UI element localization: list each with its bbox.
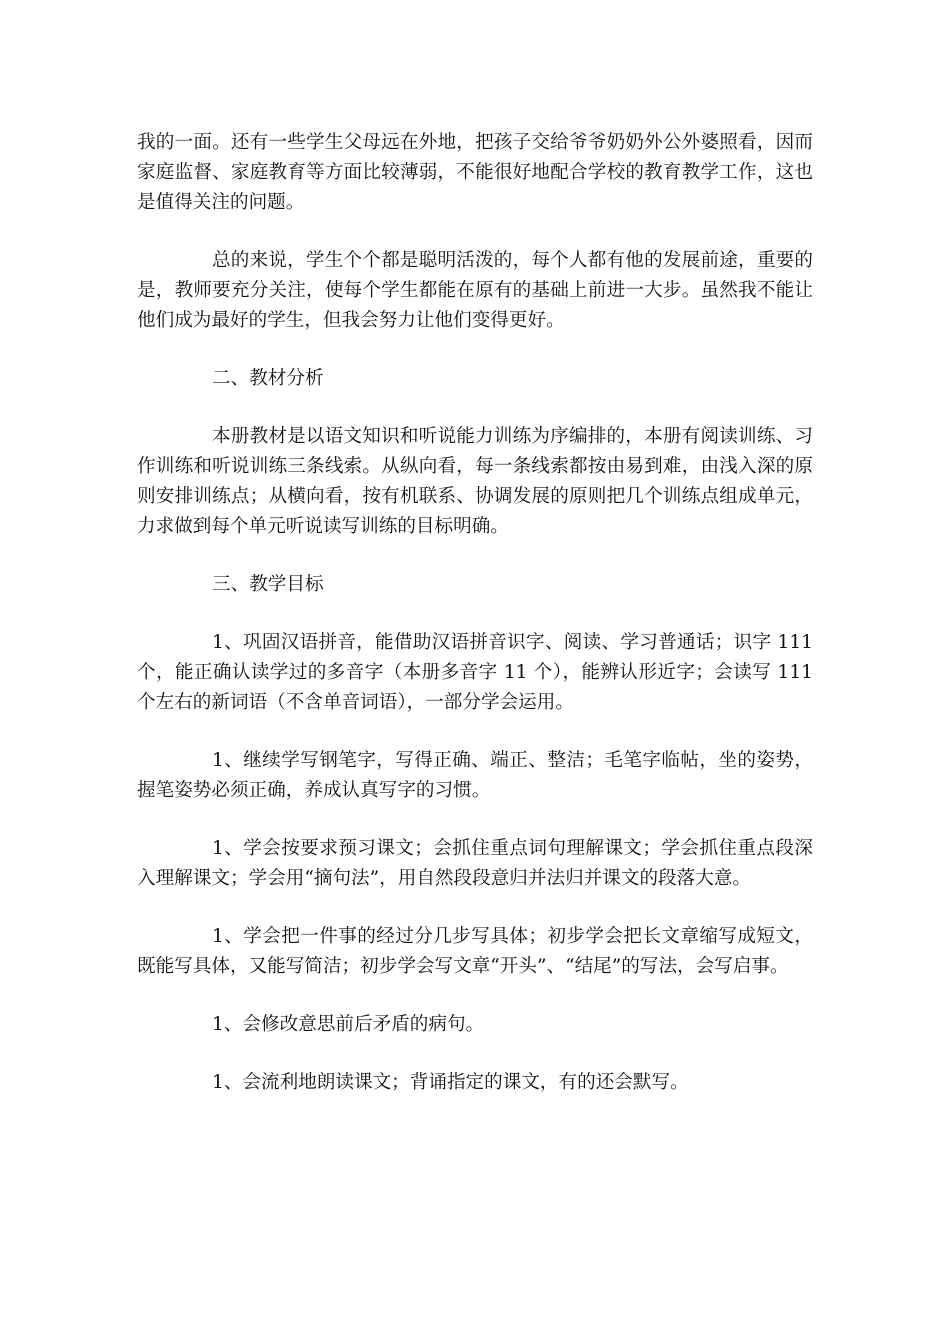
goal-item-sentence-correction: 1、会修改意思前后矛盾的病句。 [212, 1014, 485, 1035]
goal-item-reading: 1、学会按要求预习课文；会抓住重点词句理解课文；学会抓住重点段深入理解课文；学会用“摘句法”，用自然段段意归并法归并课文的段落大意。 [137, 838, 813, 889]
paragraph-summary: 总的来说，学生个个都是聪明活泼的，每个人都有他的发展前途，重要的是，教师要充分关注，使每个学生都能在原有的基础上前进一大步。虽然我不能让他们成为最好的学生，但我会努力让他们变得更好。 [137, 250, 813, 331]
goal-item-recitation: 1、会流利地朗读课文；背诵指定的课文，有的还会默写。 [212, 1072, 689, 1093]
paragraph-intro-continued: 我的一面。还有一些学生父母远在外地，把孩子交给爷爷奶奶外公外婆照看，因而家庭监督、家庭教育等方面比较薄弱，不能很好地配合学校的教育教学工作，这也是值得关注的问题。 [137, 132, 813, 213]
section-heading-textbook-analysis: 二、教材分析 [212, 368, 324, 389]
section-heading-teaching-goals: 三、教学目标 [212, 574, 324, 595]
paragraph-textbook-analysis: 本册教材是以语文知识和听说能力训练为序编排的，本册有阅读训练、习作训练和听说训练三条线索。从纵向看，每一条线索都按由易到难，由浅入深的原则安排训练点；从横向看，按有机联系、协调发展的原则把几个训练点组成单元，力求做到每个单元听说读写训练的目标明确。 [137, 426, 813, 537]
goal-item-writing: 1、学会把一件事的经过分几步写具体；初步学会把长文章缩写成短文，既能写具体，又能写简洁；初步学会写文章“开头”、“结尾”的写法，会写启事。 [137, 926, 813, 977]
goal-item-handwriting: 1、继续学写钢笔字，写得正确、端正、整洁；毛笔字临帖，坐的姿势，握笔姿势必须正确，养成认真写字的习惯。 [137, 750, 813, 801]
document-body [137, 128, 813, 1126]
goal-item-pinyin: 1、巩固汉语拼音，能借助汉语拼音识字、阅读、学习普通话；识字 111 个，能正确认读学过的多音字（本册多音字 11 个），能辨认形近字；会读写 111 个左右的新词语（不含单音词语），一部分学会运用。 [137, 632, 813, 713]
